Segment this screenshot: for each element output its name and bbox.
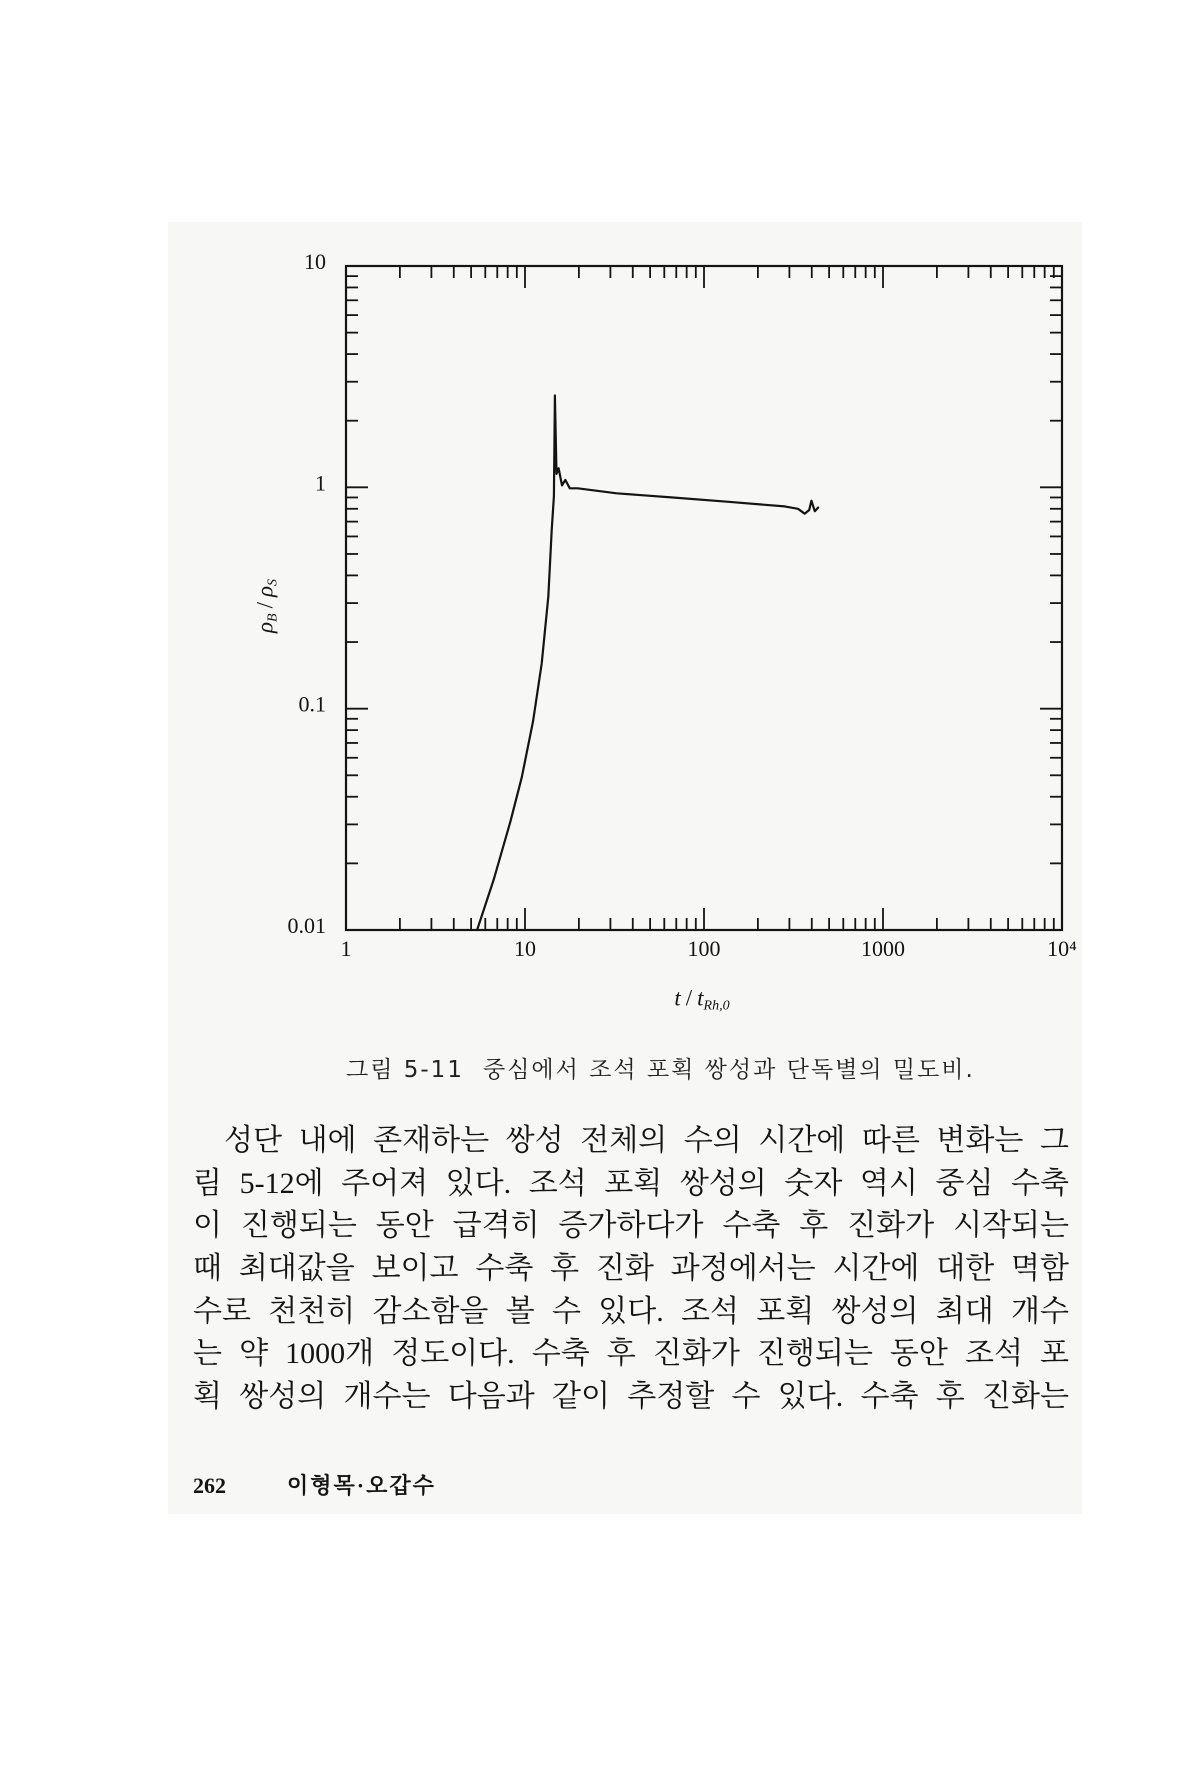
plot-frame (346, 266, 1062, 930)
page-number: 262 (193, 1473, 226, 1498)
y-label-symbol: ρ (252, 585, 278, 598)
y-label-symbol: ρ (252, 621, 278, 634)
x-axis-label (674, 987, 729, 1014)
caption-label: 그림 5-11 (346, 1057, 464, 1083)
y-label-subscript: B (265, 613, 281, 622)
body-line: 수로 천천히 감소함을 볼 수 있다. 조석 포획 쌍성의 최대 개수 (193, 1294, 1069, 1328)
x-tick-labels (341, 936, 1078, 961)
figure-caption (346, 1055, 1046, 1085)
x-tick-label: 10 (514, 936, 536, 961)
x-tick-label: 10⁴ (1047, 936, 1077, 961)
y-tick-label: 10 (304, 249, 326, 274)
caption-text: 중심에서 조석 포획 쌍성과 단독별의 밀도비. (483, 1057, 975, 1083)
body-line: 림 5-12에 주어져 있다. 조석 포획 쌍성의 숫자 역시 중심 수축 (193, 1166, 1069, 1200)
y-axis-label (254, 579, 281, 633)
x-tick-label: 1 (340, 936, 352, 961)
x-tick-label: 1000 (861, 936, 905, 961)
page-footer (193, 1472, 613, 1500)
body-line: 획 쌍성의 개수는 다음과 같이 추정할 수 있다. 수축 후 진화는 (193, 1380, 1069, 1414)
y-label-slash: / (252, 602, 278, 609)
body-paragraph (193, 1120, 1069, 1419)
axis-ticks (346, 266, 1062, 930)
series-group (477, 396, 818, 931)
body-line: 때 최대값을 보이고 수축 후 진화 과정에서는 시간에 대한 멱함 (193, 1252, 1069, 1286)
x-tick-label: 100 (687, 936, 721, 961)
body-line: 이 진행되는 동안 급격히 증가하다가 수축 후 진화가 시작되는 (193, 1209, 1069, 1243)
y-tick-labels (288, 249, 327, 938)
y-label-subscript: S (265, 578, 281, 586)
series-line (477, 396, 818, 931)
x-label-slash: / (685, 985, 693, 1011)
x-label-symbol: t (674, 985, 681, 1011)
body-line: 는 약 1000개 정도이다. 수축 후 진화가 진행되는 동안 조석 포 (193, 1337, 1069, 1371)
footer-authors: 이형목·오갑수 (287, 1473, 436, 1498)
x-label-symbol: t (697, 985, 704, 1011)
y-tick-label: 0.1 (298, 691, 326, 717)
x-label-subscript: Rh,0 (703, 998, 730, 1014)
body-line: 성단 내에 존재하는 쌍성 전체의 수의 시간에 따른 변화는 그 (224, 1124, 1069, 1157)
y-tick-label: 0.01 (287, 913, 326, 938)
y-tick-label: 1 (315, 470, 326, 496)
